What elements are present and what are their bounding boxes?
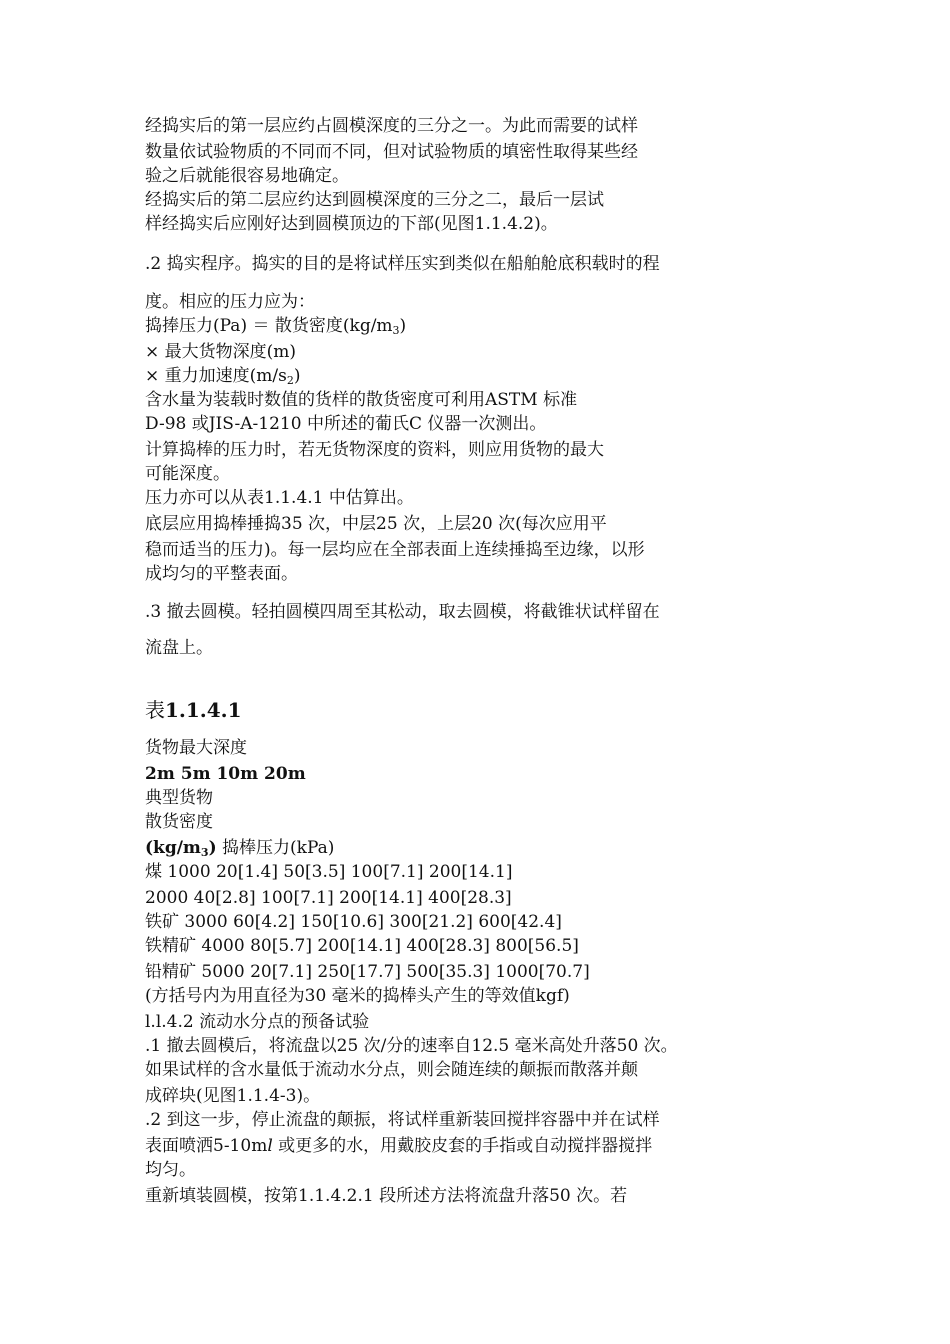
step-3-line: 流盘上。 [145,638,213,658]
table-row: 铅精矿 5000 20[7.1] 250[17.7] 500[35.3] 1000[70.7] [145,962,590,982]
table-depth-columns: 2m 5m 10m 20m [145,764,306,784]
table-title: 表1.1.4.1 [145,698,242,722]
table-row: 煤 1000 20[1.4] 50[3.5] 100[7.1] 200[14.1] [145,862,513,882]
text-line: 验之后就能很容易地确定。 [145,166,349,186]
table-row: 铁矿 3000 60[4.2] 150[10.6] 300[21.2] 600[42.4] [145,912,562,932]
text-line: D-98 或JIS-A-1210 中所述的葡氏C 仪器一次测出。 [145,414,547,434]
table-row: 2000 40[2.8] 100[7.1] 200[14.1] 400[28.3] [145,888,512,908]
text-line: 表面喷洒5-10ml 或更多的水，用戴胶皮套的手指或自动搅拌器搅拌 [145,1136,653,1156]
formula-line-3: × 重力加速度$(m/s_2)$ [145,366,301,387]
text-line: 均匀。 [145,1160,196,1180]
text-line: 如果试样的含水量低于流动水分点，则会随连续的颠振而散落并颠 [145,1060,638,1080]
text-line: 底层应用捣棒捶捣35 次，中层25 次，上层20 次(每次应用平 [145,514,607,534]
formula-line-1: 捣捧压力(Pa) ＝ 散货密度$(kg/m_3)$ [145,316,407,337]
text-line: 成碎块(见图1.1.4-3)。 [145,1086,321,1106]
table-header-max-depth: 货物最大深度 [145,738,247,758]
text-line: 数量依试验物质的不同而不同，但对试验物质的填密性取得某些经 [145,142,638,162]
text-line: .1 撤去圆模后，将流盘以25 次/分的速率自12.5 毫米高处升落50 次。 [145,1036,678,1056]
step-2-line: 度。相应的压力应为： [145,292,315,312]
text-line: 重新填装圆模，按第1.1.4.2.1 段所述方法将流盘升落50 次。若 [145,1186,628,1206]
text-line: 样经捣实后应刚好达到圆模顶边的下部(见图1.1.4.2)。 [145,214,558,234]
text-line: 成均匀的平整表面。 [145,564,298,584]
table-header-cargo: 典型货物 [145,788,213,808]
table-note: (方括号内为用直径为30 毫米的捣棒头产生的等效值kgf) [145,986,570,1006]
text-line: 稳而适当的压力)。每一层均应在全部表面上连续捶捣至边缘，以形 [145,540,645,560]
table-header-density: 散货密度 [145,812,213,832]
text-line: 可能深度。 [145,464,230,484]
section-heading: l.l.4.2 流动水分点的预备试验 [145,1012,370,1032]
text-line: 含水量为装载时数值的货样的散货密度可利用ASTM 标准 [145,390,578,410]
text-line: 压力亦可以从表1.1.4.1 中估算出。 [145,488,414,508]
step-3-line: .3 撤去圆模。轻拍圆模四周至其松动，取去圆模，将截锥状试样留在 [145,602,660,622]
table-header-units: $(kg/m_3)$ 捣棒压力(kPa) [145,838,335,859]
formula-line-2: × 最大货物深度(m) [145,342,297,362]
text-line: 经捣实后的第一层应约占圆模深度的三分之一。为此而需要的试样 [145,116,638,136]
text-line: 经捣实后的第二层应约达到圆模深度的三分之二，最后一层试 [145,190,604,210]
step-2-line: .2 捣实程序。捣实的目的是将试样压实到类似在船舶舱底积载时的程 [145,254,660,274]
table-row: 铁精矿 4000 80[5.7] 200[14.1] 400[28.3] 800[56.5] [145,936,579,956]
text-line: .2 到这一步，停止流盘的颠振，将试样重新装回搅拌容器中并在试样 [145,1110,660,1130]
text-line: 计算捣棒的压力时，若无货物深度的资料，则应用货物的最大 [145,440,604,460]
